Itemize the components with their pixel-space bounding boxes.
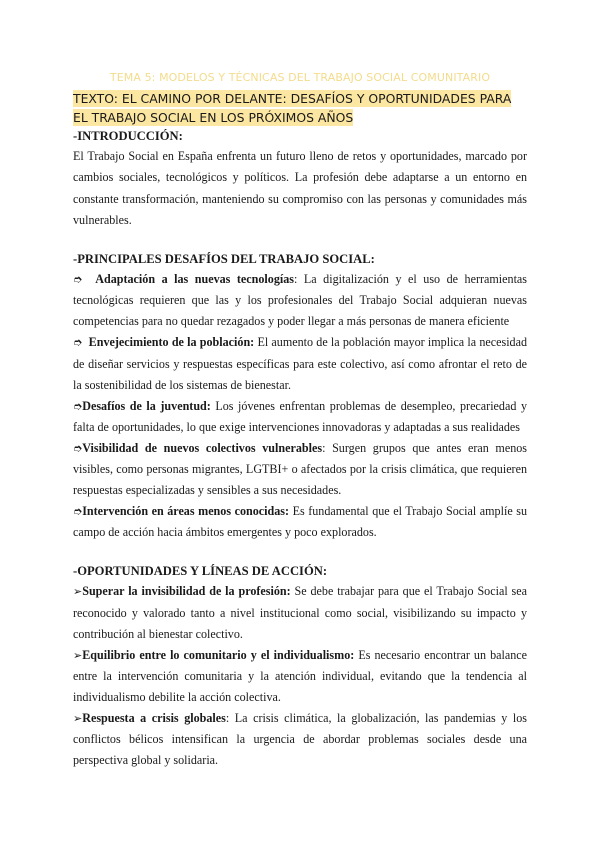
- desafio-item-title: Adaptación a las nuevas tecnologías: [95, 272, 295, 287]
- oportunidad-item: [73, 645, 527, 708]
- desafio-item: [73, 332, 527, 395]
- desafio-item-text: Los jóvenes enfrentan problemas de desempleo, precariedad y falta de oportunidades, lo que exige intervenciones innovadoras y adaptadas a sus realidades: [73, 398, 527, 434]
- desafio-item-title: Desafíos de la juventud:: [82, 398, 211, 413]
- desafio-item: [73, 438, 527, 501]
- desafio-item: [73, 269, 527, 332]
- arrow-bullet-icon: ➮: [73, 505, 83, 519]
- oportunidad-item-title: Equilibrio entre lo comunitario y el individualismo:: [82, 647, 355, 662]
- oportunidad-item-title: Superar la invisibilidad de la profesión:: [82, 584, 291, 599]
- arrowhead-bullet-icon: ➢: [73, 711, 83, 725]
- arrowhead-bullet-icon: ➢: [73, 648, 83, 662]
- tema-heading: TEMA 5: MODELOS Y TÉCNICAS DEL TRABAJO SOCIAL COMUNITARIO: [109, 71, 491, 84]
- desafio-item-title: Visibilidad de nuevos colectivos vulnerables: [82, 440, 323, 455]
- desafio-item-title: Intervención en áreas menos conocidas:: [82, 504, 290, 519]
- intro-title: -INTRODUCCIÓN:: [73, 129, 183, 143]
- arrow-bullet-icon: ➮: [73, 336, 83, 350]
- texto-heading-highlight: TEXTO: EL CAMINO POR DELANTE: DESAFÍOS Y OPORTUNIDADES PARA EL TRABAJO SOCIAL EN LOS PRÓXIMOS AÑOS: [73, 91, 512, 125]
- desafio-item: [73, 501, 527, 543]
- desafios-title: -PRINCIPALES DESAFÍOS DEL TRABAJO SOCIAL:: [73, 252, 375, 267]
- desafio-item: [73, 396, 527, 438]
- texto-heading: [73, 89, 527, 127]
- desafio-item-text: : Surgen grupos que antes eran menos visibles, como personas migrantes, LGTBI+ o afectados por la crisis climática, que requieren respuestas especializadas y sensibles a sus necesidades.: [73, 440, 527, 498]
- oportunidad-item-text: Se debe trabajar para que el Trabajo Social sea reconocido y valorado tanto a nivel institucional como social, visibilizando su impacto y contribución al bienestar colectivo.: [73, 584, 527, 641]
- oportunidad-item: [73, 581, 527, 644]
- desafio-item-text: Es fundamental que el Trabajo Social amplíe su campo de acción hacia ámbitos emergentes y poco explorados.: [73, 504, 527, 540]
- oportunidad-item: [73, 708, 527, 771]
- arrow-bullet-icon: ➮: [73, 441, 83, 455]
- desafio-item-text: El aumento de la población mayor implica la necesidad de diseñar servicios y respuestas específicas para este colectivo, así como afrontar el reto de la sostenibilidad de los sistemas de bienestar.: [73, 335, 528, 392]
- oportunidad-item-text: Es necesario encontrar un balance entre la intervención comunitaria y la atención individual, evitando que la tendencia al individualismo debilite la acción colectiva.: [73, 647, 527, 704]
- arrow-bullet-icon: ➮: [73, 273, 83, 287]
- arrow-bullet-icon: ➮: [73, 399, 83, 413]
- intro-paragraph: El Trabajo Social en España enfrenta un futuro lleno de retos y oportunidades, marcado por cambios sociales, tecnológicos y políticos. La profesión debe adaptarse a un entorno en constante transformación, manteniendo su compromiso con las personas y comunidades más vulnerables.: [73, 149, 527, 227]
- desafio-item-title: Envejecimiento de la población:: [88, 335, 255, 350]
- oportunidades-title: -OPORTUNIDADES Y LÍNEAS DE ACCIÓN:: [73, 564, 328, 579]
- oportunidad-item-text: : La crisis climática, la globalización, las pandemias y los conflictos bélicos intensifican la urgencia de abordar problemas sociales desde una perspectiva global y solidaria.: [73, 710, 527, 768]
- desafio-item-text: : La digitalización y el uso de herramientas tecnológicas requieren que las y los profesionales del Trabajo Social adquieran nuevas competencias para no quedar rezagados y poder llegar a más personas de manera eficiente: [73, 272, 527, 329]
- arrowhead-bullet-icon: ➢: [73, 585, 83, 599]
- oportunidad-item-title: Respuesta a crisis globales: [82, 710, 226, 725]
